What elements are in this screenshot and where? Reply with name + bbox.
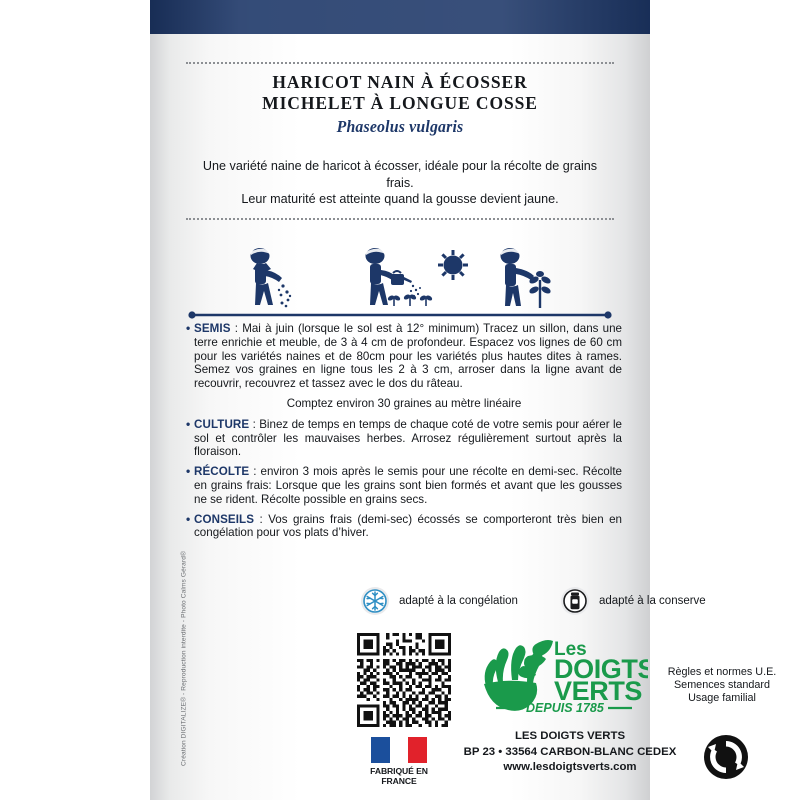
company-website[interactable]: www.lesdoigtsverts.com bbox=[503, 761, 637, 774]
instruction-text: environ 3 mois après le semis pour une récolte en demi-sec. Récolte en grains frais: Lorsque que les grains sont bien formés et avant que les gousses ne se rident. Récolte possible en grains secs. bbox=[194, 465, 622, 506]
made-in-france-block bbox=[356, 736, 442, 786]
cultivation-instructions bbox=[186, 322, 622, 546]
instruction-heading: CULTURE bbox=[194, 417, 250, 431]
instruction-recolte bbox=[186, 465, 622, 506]
growth-timeline bbox=[188, 306, 612, 314]
sun-icon bbox=[438, 250, 468, 280]
sowing-pictogram bbox=[251, 248, 292, 307]
bullet-icon: • bbox=[186, 464, 191, 479]
bullet-icon: • bbox=[186, 416, 191, 431]
instruction-text: Binez de temps en temps de chaque coté de votre semis pour aérer le sol et contrôler les mauvaises herbes. Arrosez régulièrement surtout après la floraison. bbox=[194, 417, 622, 459]
green-dot-recycling-icon bbox=[702, 733, 750, 781]
seed-packet-back bbox=[150, 0, 777, 800]
product-title-line2: MICHELET À LONGUE COSSE bbox=[262, 93, 538, 113]
logo-word-verts: VERTS bbox=[554, 676, 643, 706]
intro-line-2: Leur maturité est atteinte quand la gousse devient jaune. bbox=[241, 192, 559, 206]
instruction-separator: : bbox=[249, 417, 260, 431]
header-band bbox=[150, 0, 650, 34]
instruction-heading: SEMIS bbox=[194, 322, 231, 335]
logo-word-doigts: DOIGTS bbox=[554, 654, 648, 684]
harvest-pictogram bbox=[501, 248, 552, 308]
watering-pictogram bbox=[366, 248, 469, 306]
badge-preserving bbox=[560, 586, 706, 616]
flag-stripe-white bbox=[390, 737, 409, 763]
made-in-france-label: FABRIQUÉ EN FRANCE bbox=[370, 766, 428, 786]
instruction-text: Vos grains frais (demi-sec) écossés se comporteront très bien en congélation pour vos plats d’hiver. bbox=[194, 512, 622, 540]
latin-name: Phaseolus vulgaris bbox=[336, 117, 464, 136]
logo-word-les: Les bbox=[554, 639, 587, 660]
badge-preserving-label: adapté à la conserve bbox=[598, 595, 706, 607]
snowflake-icon bbox=[360, 586, 390, 616]
company-address: BP 23 • 33564 CARBON-BLANC CEDEX bbox=[463, 745, 677, 758]
instruction-culture bbox=[186, 418, 622, 459]
usage-badges bbox=[360, 584, 710, 618]
instruction-conseils bbox=[186, 513, 622, 541]
qr-code[interactable] bbox=[357, 633, 451, 727]
flag-stripe-red bbox=[408, 737, 427, 763]
bullet-icon: • bbox=[186, 321, 191, 335]
brand-logo bbox=[480, 636, 648, 714]
eu-rules-line-1: Règles et normes U.E. bbox=[667, 666, 777, 678]
instruction-separator: : bbox=[254, 512, 269, 526]
badge-freezing bbox=[360, 586, 518, 616]
instruction-separator: : bbox=[249, 465, 261, 479]
instruction-heading: RÉCOLTE bbox=[194, 465, 250, 479]
jar-icon bbox=[560, 586, 590, 616]
french-flag-icon bbox=[370, 736, 428, 764]
growing-stages-pictograms bbox=[150, 244, 650, 310]
eu-standards-block bbox=[658, 666, 786, 706]
badge-freezing-label: adapté à la congélation bbox=[399, 595, 518, 607]
instruction-separator: : bbox=[230, 322, 243, 335]
divider-top bbox=[186, 62, 614, 64]
intro-line-1: Une variété naine de haricot à écosser, idéale pour la récolte de grains frais. bbox=[202, 159, 598, 190]
instruction-semis bbox=[186, 322, 622, 391]
instruction-text: Mai à juin (lorsque le sol est à 12° minimum) Tracez un sillon, dans une terre enrichie et meuble, de 3 à 4 cm de profondeur. Espacez vos lignes de 60 cm pour les variétés naines et de 80cm pour les variétés plus hautes dites à rames. Semez vos graines en ligne tous les 2 à 3 cm, arroser dans la ligne avant de recouvrir, recouvrez et tassez avec le dos du râteau. bbox=[194, 322, 622, 391]
logo-since-text: DEPUIS 1785 bbox=[526, 701, 604, 714]
bullet-icon: • bbox=[186, 511, 191, 526]
product-title-line1: HARICOT NAIN À ÉCOSSER bbox=[272, 72, 528, 92]
company-name: LES DOIGTS VERTS bbox=[514, 730, 626, 742]
flag-stripe-blue bbox=[371, 737, 390, 763]
company-address-block bbox=[450, 729, 690, 776]
divider-middle bbox=[186, 218, 614, 220]
seed-quantity-note: Comptez environ 30 graines au mètre linéaire bbox=[286, 396, 522, 410]
copyright-credit: Création DIGITALIZE® - Reproduction interdite - Photo Calms Gérard® bbox=[180, 551, 188, 766]
eu-rules-line-2: Semences standard bbox=[673, 679, 771, 692]
header-band-gloss bbox=[150, 0, 650, 34]
intro-description bbox=[188, 158, 612, 208]
eu-rules-line-3: Usage familial bbox=[688, 692, 756, 705]
instruction-heading: CONSEILS bbox=[194, 512, 255, 526]
title-block bbox=[150, 72, 650, 137]
